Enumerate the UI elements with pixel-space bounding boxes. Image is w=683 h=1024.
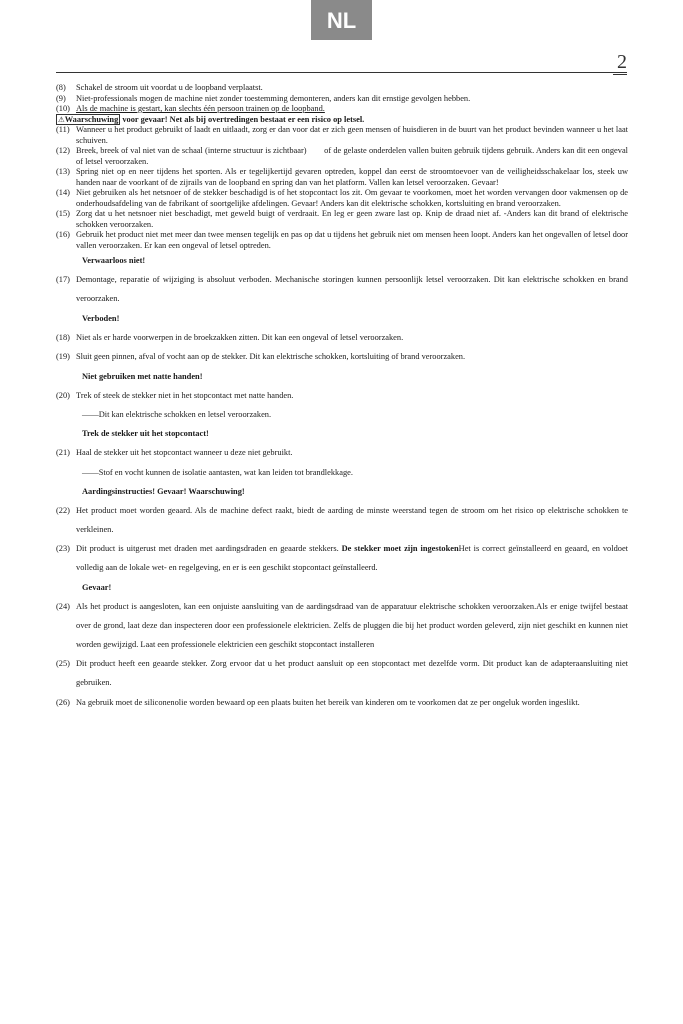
- item-number: (16): [56, 230, 70, 239]
- page-number: 2: [617, 51, 627, 73]
- item-number: (9): [56, 93, 66, 103]
- item-number: (10): [56, 104, 70, 113]
- item-note: ——Dit kan elektrische schokken en letsel veroorzaken.: [82, 410, 272, 419]
- item-text: Sluit geen pinnen, afval of vocht aan op de stekker. Dit kan elektrische schokken, kortsluiting of brand veroorzaken.: [76, 352, 466, 361]
- item-number: (17): [56, 275, 70, 284]
- section-heading: Niet gebruiken met natte handen!: [82, 371, 203, 381]
- item-text: Schakel de stroom uit voordat u de loopband verplaatst.: [76, 83, 263, 92]
- item-number: (23): [56, 544, 70, 553]
- list-item: [56, 539, 628, 577]
- item-text: Zorg dat u het netsnoer niet beschadigt, met geweld buigt of verdraait. En leg er geen zware last op. Knip de draad niet af. -Anders kan dit brand of elektrische schokken veroorzaken.: [76, 209, 628, 229]
- section-heading: Verwaarloos niet!: [82, 256, 146, 265]
- item-number: (19): [56, 352, 70, 361]
- item-text: Niet gebruiken als het netsnoer of de stekker beschadigd is of het stopcontact los zit. Om gevaar te voorkomen, moet het worden vervangen door vakmensen op de onderhoudsafdeling van de fabrikant of soortgelijke afdelingen. Gevaar! Anders kan dit elektrische schokken, kortsluiting en brand veroorzaken.: [76, 188, 628, 208]
- item-text: [76, 544, 628, 572]
- list-item: [56, 104, 628, 115]
- item-text: Spring niet op en neer tijdens het sporten. Als er tegelijkertijd gevaren optreden, koppel dan eerst de stroomtoevoer van de veiligheidsschakelaar los, steek uw handen naar de voorkant of de zijrails van de loopband en spring dan van het platform. Vallen kan letsel veroorzaken. Gevaar!: [76, 167, 628, 187]
- warning-label: Waarschuwing: [64, 114, 119, 124]
- list-item: [56, 188, 628, 209]
- item-number: (22): [56, 505, 70, 515]
- item-text-bold: De stekker moet zijn ingestoken: [341, 544, 459, 553]
- item-text: Als het product is aangesloten, kan een onjuiste aansluiting van de aardingsdraad van de apparatuur elektrische schokken veroorzaken.Als er enige twijfel bestaat over de grond, laat deze dan inspecteren door een professionele elektricien. Zelfs de pluggen die bij het product worden geleverd, zijn niet geschikt en kunnen niet worden gewijzigd. Laat een professionele elektricien een geschikt stopcontact installeren: [76, 601, 628, 649]
- item-number: (21): [56, 448, 70, 457]
- item-text: Na gebruik moet de siliconenolie worden bewaard op een plaats buiten het bereik van kinderen om te voorkomen dat ze per ongeluk worden ingeslikt.: [76, 697, 580, 707]
- item-number: (24): [56, 601, 70, 611]
- header-rule: [56, 72, 627, 73]
- item-text: Trek of steek de stekker niet in het stopcontact met natte handen.: [76, 390, 294, 400]
- list-item: [56, 125, 628, 146]
- item-number: (26): [56, 697, 70, 707]
- item-number: (20): [56, 390, 70, 400]
- list-item: [56, 146, 631, 167]
- section-heading: Aardingsinstructies! Gevaar! Waarschuwing!: [82, 486, 245, 496]
- warning-box: [56, 114, 120, 125]
- item-text: Niet als er harde voorwerpen in de broekzakken zitten. Dit kan een ongeval of letsel veroorzaken.: [76, 332, 404, 342]
- list-item: [56, 443, 628, 462]
- item-text: Demontage, reparatie of wijziging is absoluut verboden. Mechanische storingen kunnen persoonlijk letsel veroorzaken. Dit kan elektrische schokken en brand veroorzaken.: [76, 275, 628, 303]
- list-item: [56, 693, 628, 712]
- item-number: (11): [56, 125, 70, 134]
- list-item: [56, 654, 628, 692]
- list-item: [56, 230, 628, 251]
- list-item: [56, 347, 628, 366]
- item-number: (13): [56, 167, 70, 176]
- list-item: [56, 83, 628, 94]
- warning-text: voor gevaar! Net als bij overtredingen bestaat er een risico op letsel.: [120, 114, 365, 124]
- item-number: (15): [56, 209, 70, 218]
- item-text: Breek, breek of val niet van de schaal (interne structuur is zichtbaar) of de gelaste onderdelen vallen buiten gebruik tijdens gebruik. Anders kan dit een ongeval of letsel veroorzaken.: [76, 146, 631, 166]
- document-body: [56, 83, 631, 712]
- page-number-rule: [613, 74, 627, 75]
- item-number: (25): [56, 659, 70, 668]
- section-heading: Verboden!: [82, 313, 120, 323]
- item-number: (14): [56, 188, 70, 197]
- section-heading: Trek de stekker uit het stopcontact!: [82, 429, 209, 438]
- item-number: (12): [56, 146, 70, 155]
- item-text: Niet-professionals mogen de machine niet zonder toestemming demonteren, anders kan dit ernstige gevolgen hebben.: [76, 93, 471, 103]
- list-item: [56, 167, 628, 188]
- item-note: ——Stof en vocht kunnen de isolatie aantasten, wat kan leiden tot brandlekkage.: [82, 467, 353, 477]
- warning-triangle-icon: ⚠: [58, 114, 65, 124]
- item-text: Het product moet worden geaard. Als de machine defect raakt, biedt de aarding de minste weerstand tegen de stroom om het risico op elektrische schokken te verkleinen.: [76, 505, 628, 534]
- warning-line: [56, 115, 628, 126]
- section-heading: Gevaar!: [82, 582, 112, 592]
- list-item: [56, 501, 628, 539]
- list-item: [56, 94, 628, 105]
- item-text: Als de machine is gestart, kan slechts één persoon trainen op de loopband.: [76, 104, 325, 113]
- list-item: [56, 328, 628, 347]
- list-item: [56, 209, 628, 230]
- item-text: Gebruik het product niet met meer dan twee mensen tegelijk en pas op dat u tijdens het gebruik niet om mensen heen loopt. Anders kan het ongevallen of letsel door vallen veroorzaken. Er kan een ongeval of letsel optreden.: [76, 230, 628, 250]
- item-text-part: Het is correct geïnstalleerd en geaard, en voldoet volledig aan de lokale wet- en regelgeving, en er is een geschikt stopcontact geïnstalleerd.: [76, 544, 628, 572]
- item-text: Haal de stekker uit het stopcontact wanneer u deze niet gebruikt.: [76, 448, 293, 457]
- item-text: Wanneer u het product gebruikt of laadt en uitlaadt, zorg er dan voor dat er zich geen mensen of huisdieren in de buurt van het product bevinden wanneer u het laat schuiven.: [76, 125, 628, 145]
- item-text: Dit product heeft een geaarde stekker. Zorg ervoor dat u het product aansluit op een stopcontact met dezelfde vorm. Dit product kan de adapteraansluiting niet gebruiken.: [76, 659, 628, 687]
- list-item: [56, 386, 628, 405]
- item-number: (8): [56, 83, 66, 92]
- list-item: [56, 597, 628, 654]
- list-item: [56, 270, 628, 308]
- language-tab: NL: [311, 0, 372, 40]
- item-number: (18): [56, 332, 70, 342]
- item-text-part: Dit product is uitgerust met draden met aardingsdraden en geaarde stekkers.: [76, 544, 342, 553]
